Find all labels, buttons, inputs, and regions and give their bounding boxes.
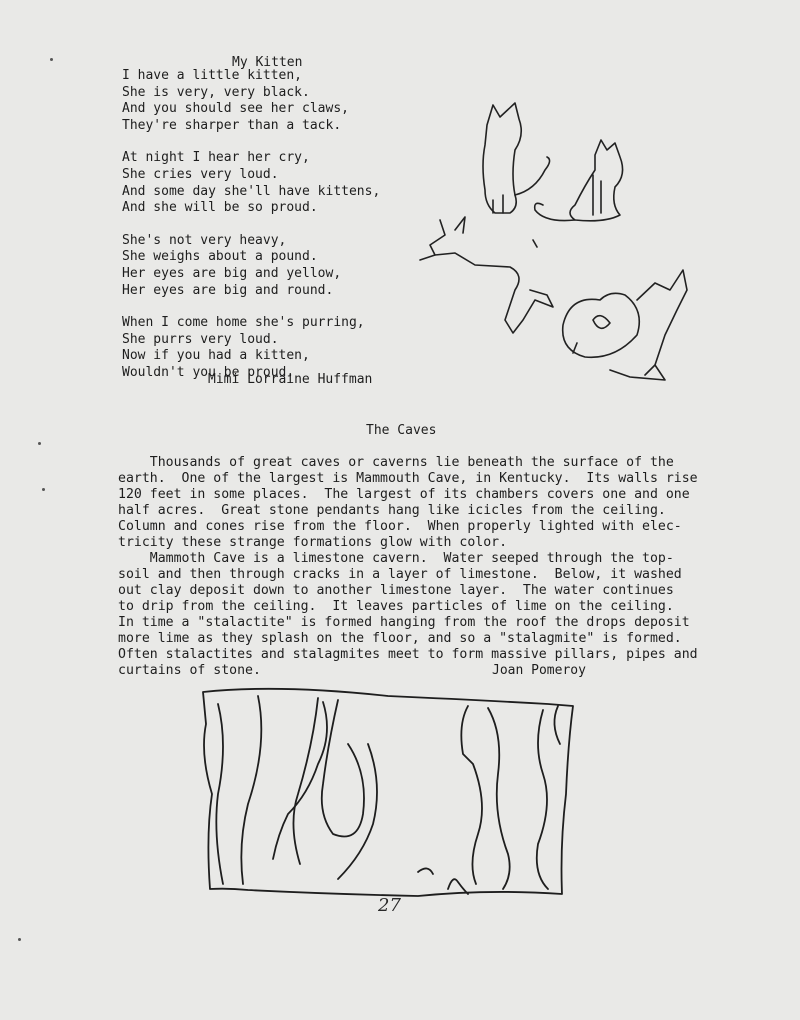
poem-stanza	[122, 68, 380, 134]
stretching-cat-drawing	[420, 217, 553, 333]
poem-stanza	[122, 233, 380, 299]
cave-outline	[203, 689, 573, 896]
poem-stanza	[122, 150, 380, 216]
article-title: The Caves	[366, 423, 437, 438]
paper-speck	[38, 442, 41, 445]
poem-line: And some day she'll have kittens,	[122, 183, 381, 199]
article-line: out clay deposit down to another limestone layer. The water continues	[118, 583, 674, 598]
article-line: 120 feet in some places. The largest of its chambers covers one and one	[118, 487, 690, 502]
poem-line: Her eyes are big and yellow,	[122, 265, 342, 281]
poem-line: Now if you had a kitten,	[122, 348, 310, 364]
article-line: In time a "stalactite" is formed hanging from the roof the drops deposit	[118, 615, 690, 630]
stalactite-line	[322, 700, 364, 837]
poem-line: She's not very heavy,	[122, 232, 287, 248]
stalactite-line	[216, 704, 223, 884]
article-line: Mammoth Cave is a limestone cavern. Water seeped through the top-	[118, 551, 674, 566]
poem-line: She weighs about a pound.	[122, 249, 318, 265]
poem-line: Wouldn't you be proud.	[122, 364, 295, 380]
poem-line: She is very, very black.	[122, 84, 310, 100]
poem-line: She purrs very loud.	[122, 331, 279, 347]
article-line: tricity these strange formations glow with color.	[118, 535, 508, 550]
curled-cat-drawing	[563, 270, 687, 380]
article-line: Often stalactites and stalagmites meet to form massive pillars, pipes and	[118, 647, 698, 662]
poem-line: And you should see her claws,	[122, 101, 349, 117]
article-line: Column and cones rise from the floor. When properly lighted with elec-	[118, 519, 682, 534]
stalagmite-line	[554, 706, 560, 744]
stalactite-line	[273, 702, 327, 859]
poem-line: At night I hear her cry,	[122, 150, 310, 166]
poem-line: Her eyes are big and round.	[122, 282, 334, 298]
article-line: soil and then through cracks in a layer of limestone. Below, it washed	[118, 567, 682, 582]
stalagmite-line	[537, 710, 548, 889]
article-line: to drip from the ceiling. It leaves particles of lime on the ceiling.	[118, 599, 674, 614]
stalagmite-line	[488, 708, 510, 889]
page-number: 27	[378, 895, 401, 916]
sitting-cat-drawing	[483, 103, 550, 213]
stalagmite-line	[418, 868, 433, 874]
poem-line: When I come home she's purring,	[122, 315, 365, 331]
kittens-illustration	[415, 95, 695, 395]
cave-illustration	[188, 684, 588, 899]
article-line: more lime as they splash on the floor, and so a "stalagmite" is formed.	[118, 631, 682, 646]
stalactite-line	[241, 696, 261, 884]
paper-speck	[18, 938, 21, 941]
poem-author: Mimi Lorraine Huffman	[208, 372, 373, 387]
second-sitting-cat-drawing	[535, 140, 623, 221]
article-line: Thousands of great caves or caverns lie beneath the surface of the	[118, 455, 674, 470]
article-line: earth. One of the largest is Mammouth Cave, in Kentucky. Its walls rise	[118, 471, 698, 486]
article-line: half acres. Great stone pendants hang like icicles from the ceiling.	[118, 503, 666, 518]
poem-line: And she will be so proud.	[122, 200, 318, 216]
stalactite-line	[293, 698, 318, 864]
paper-speck	[50, 58, 53, 61]
poem-body	[122, 68, 380, 398]
article-author: Joan Pomeroy	[492, 663, 586, 678]
poem-line: She cries very loud.	[122, 166, 279, 182]
poem-title: My Kitten	[232, 55, 303, 70]
article-body	[118, 455, 700, 679]
stalagmite-line	[448, 879, 468, 894]
poem-line: I have a little kitten,	[122, 68, 303, 83]
poem-line: They're sharper than a tack.	[122, 117, 342, 133]
stalagmite-line	[461, 706, 482, 884]
paper-speck	[42, 488, 45, 491]
article-line: curtains of stone.	[118, 663, 261, 678]
